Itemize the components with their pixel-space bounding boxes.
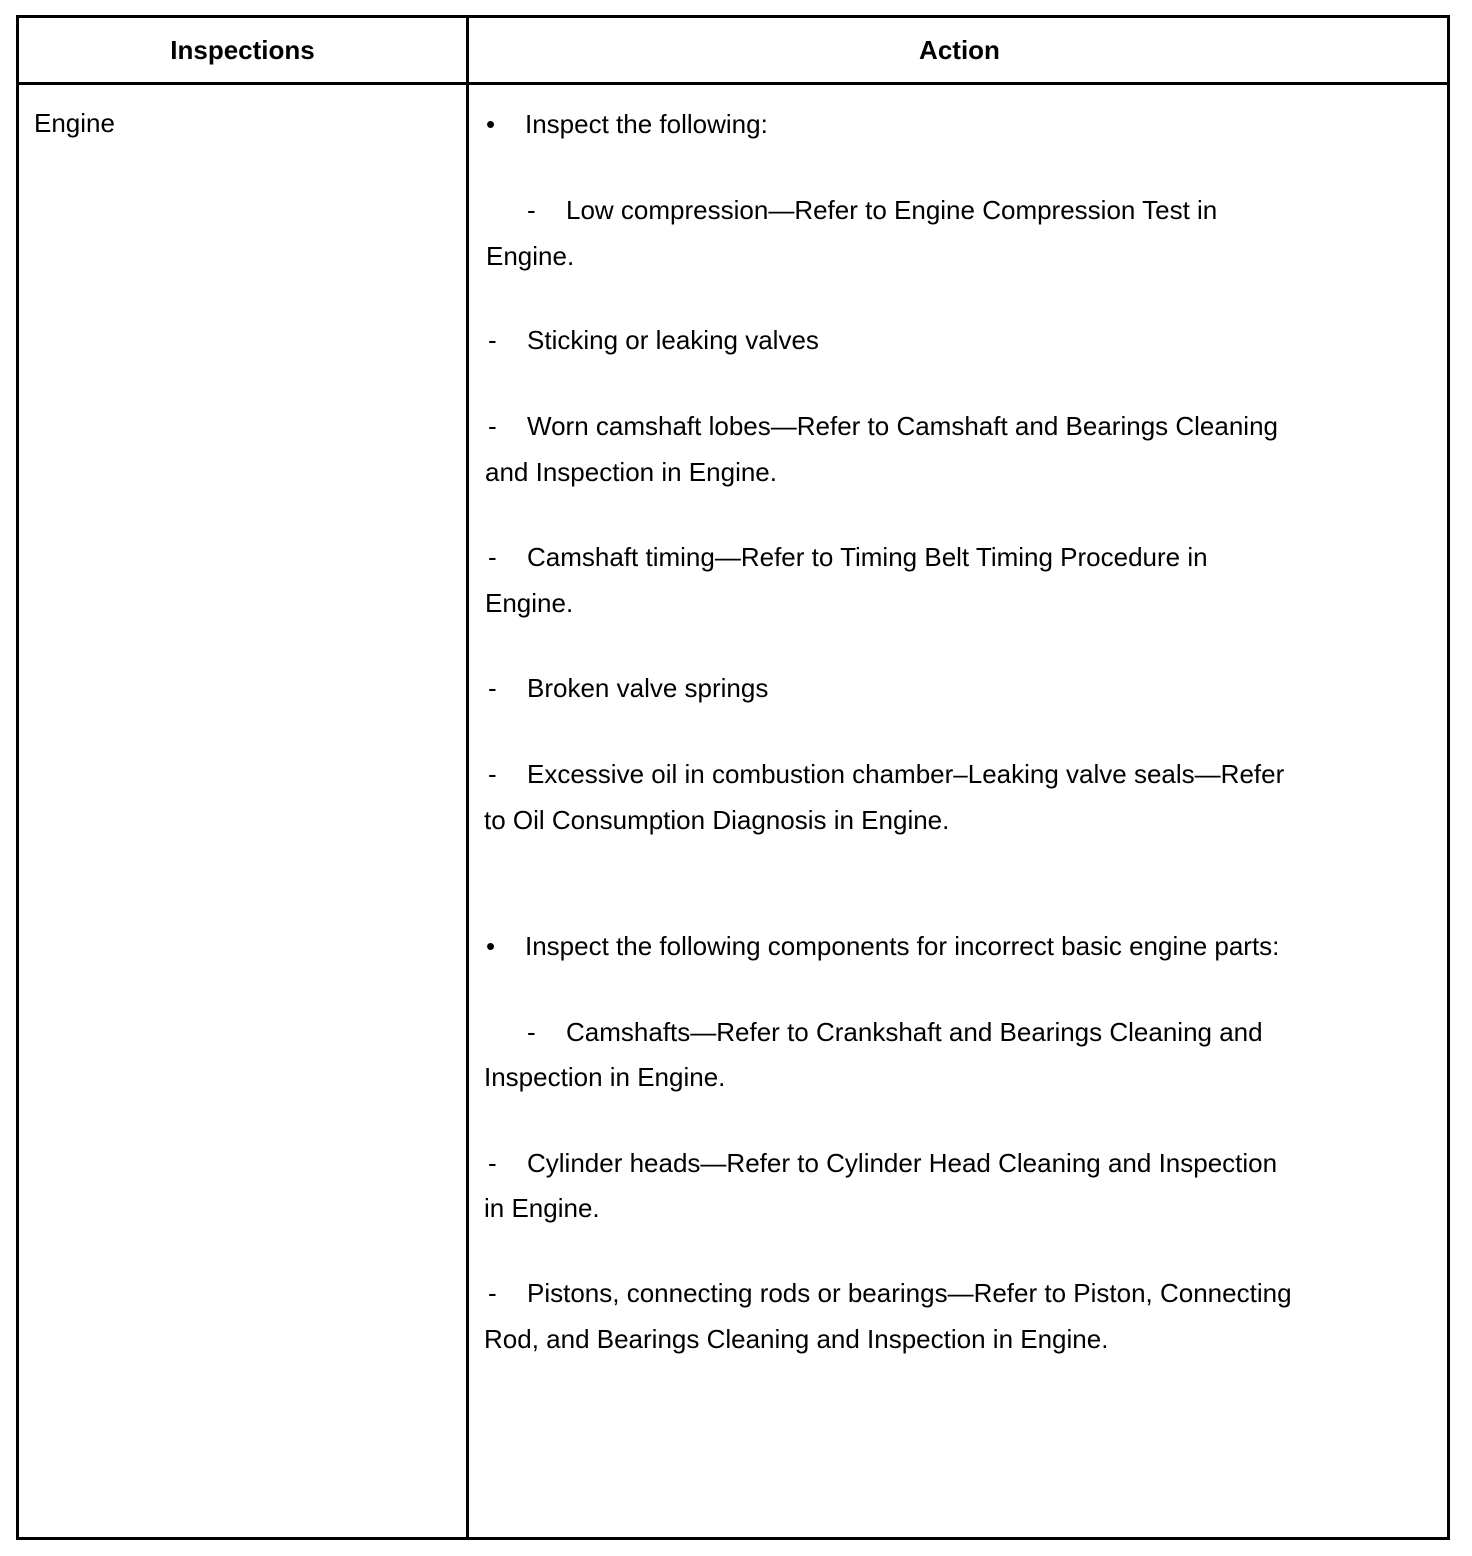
bullet-marker: • <box>486 109 496 139</box>
item-low-compression-line1: Low compression—Refer to Engine Compression Test in <box>566 195 1218 225</box>
item-camshaft-timing-line2: Engine. <box>485 588 574 618</box>
dash-marker: - <box>488 411 497 441</box>
item-cylinder-heads-line1: Cylinder heads—Refer to Cylinder Head Cleaning and Inspection <box>527 1148 1278 1178</box>
bullet-inspect-following: Inspect the following: <box>525 109 768 139</box>
item-camshafts-line2: Inspection in Engine. <box>484 1062 726 1092</box>
item-camshafts-line1: Camshafts—Refer to Crankshaft and Bearings Cleaning and <box>566 1017 1263 1047</box>
item-pistons-line1: Pistons, connecting rods or bearings—Refer to Piston, Connecting <box>527 1278 1292 1308</box>
inspection-engine: Engine <box>34 108 115 138</box>
item-excessive-oil-line2: to Oil Consumption Diagnosis in Engine. <box>484 805 950 835</box>
item-worn-camshaft-line2: and Inspection in Engine. <box>485 457 777 487</box>
header-action: Action <box>919 34 1000 65</box>
dash-marker: - <box>488 1278 497 1308</box>
item-broken-springs: Broken valve springs <box>527 673 769 703</box>
item-pistons-line2: Rod, and Bearings Cleaning and Inspection in Engine. <box>484 1324 1109 1354</box>
inspection-table <box>16 15 1450 1540</box>
dash-marker: - <box>527 1017 536 1047</box>
dash-marker: - <box>527 195 536 225</box>
bullet-inspect-components: Inspect the following components for incorrect basic engine parts: <box>525 931 1280 961</box>
dash-marker: - <box>488 325 497 355</box>
dash-marker: - <box>488 542 497 572</box>
item-cylinder-heads-line2: in Engine. <box>484 1193 600 1223</box>
item-low-compression-line2: Engine. <box>486 241 575 271</box>
item-sticking-valves: Sticking or leaking valves <box>527 325 819 355</box>
item-camshaft-timing-line1: Camshaft timing—Refer to Timing Belt Timing Procedure in <box>527 542 1208 572</box>
bullet-marker: • <box>486 931 496 961</box>
header-inspections: Inspections <box>170 34 315 65</box>
column-divider <box>466 18 469 1537</box>
dash-marker: - <box>488 1148 497 1178</box>
header-divider <box>19 82 1447 85</box>
dash-marker: - <box>488 759 497 789</box>
dash-marker: - <box>488 673 497 703</box>
item-worn-camshaft-line1: Worn camshaft lobes—Refer to Camshaft and Bearings Cleaning <box>527 411 1279 441</box>
item-excessive-oil-line1: Excessive oil in combustion chamber–Leaking valve seals—Refer <box>527 759 1285 789</box>
